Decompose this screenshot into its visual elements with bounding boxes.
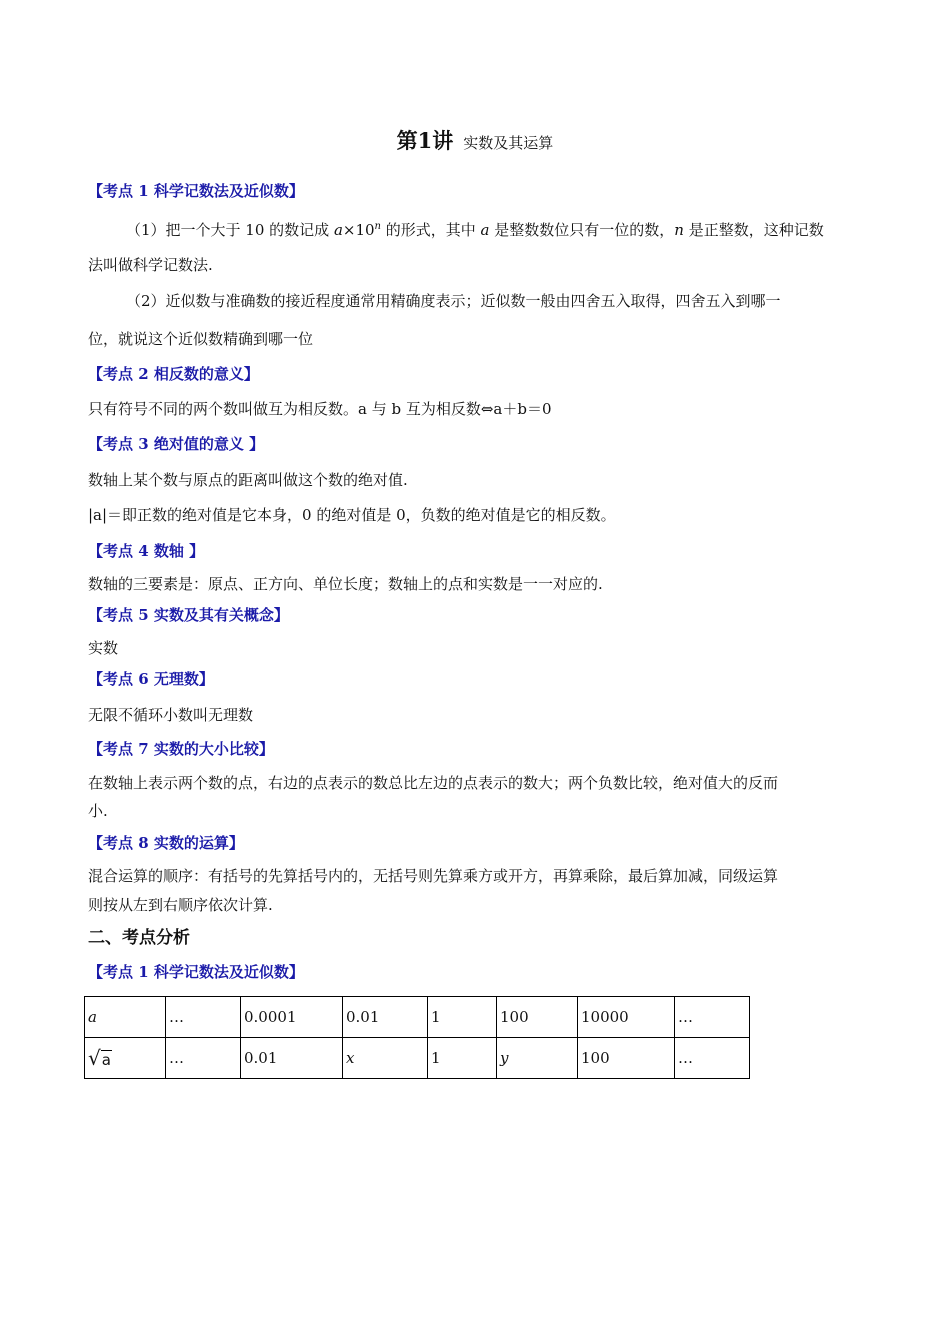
table-cell: 10000 — [578, 997, 675, 1038]
point1-para2-line1: （2）近似数与准确数的接近程度通常用精确度表示；近似数一般由四舍五入取得，四舍五入到哪一 — [126, 292, 781, 310]
point1-para2-line2: 位，就说这个近似数精确到哪一位 — [88, 330, 314, 348]
analysis-sub-heading: 【考点 1 科学记数法及近似数】 — [88, 963, 304, 981]
section-heading-8: 【考点 8 实数的运算】 — [88, 834, 244, 852]
value-table — [84, 996, 750, 1079]
table-cell: 1 — [428, 997, 497, 1038]
variable-n: n — [674, 221, 684, 239]
table-cell-sqrt — [85, 1038, 166, 1079]
exponent-n: n — [374, 221, 381, 232]
section-heading-3: 【考点 3 绝对值的意义 】 — [88, 435, 265, 453]
page-title — [0, 126, 950, 158]
section-heading-7: 【考点 7 实数的大小比较】 — [88, 740, 274, 758]
analysis-heading: 二、考点分析 — [88, 928, 190, 948]
lecture-number: 第1讲 — [396, 128, 454, 153]
section-4-text: 数轴的三要素是：原点、正方向、单位长度；数轴上的点和实数是一一对应的. — [88, 575, 603, 593]
table-cell: a — [85, 997, 166, 1038]
section-heading-6: 【考点 6 无理数】 — [88, 670, 214, 688]
table-cell: 0.01 — [343, 997, 428, 1038]
section-5-text: 实数 — [88, 639, 119, 657]
point1-para1-line1 — [126, 217, 866, 240]
lecture-topic: 实数及其运算 — [463, 134, 554, 152]
section-heading-5: 【考点 5 实数及其有关概念】 — [88, 606, 289, 624]
table-cell: … — [675, 997, 750, 1038]
section-7-text-1: 在数轴上表示两个数的点，右边的点表示的数总比左边的点表示的数大；两个负数比较，绝对值大的反而 — [88, 774, 779, 792]
text-segment: ×10 — [342, 221, 375, 239]
section-3-text-1: 数轴上某个数与原点的距离叫做这个数的绝对值. — [88, 471, 408, 489]
table-cell: 100 — [497, 997, 578, 1038]
section-heading-2: 【考点 2 相反数的意义】 — [88, 365, 259, 383]
table-cell: 0.01 — [241, 1038, 343, 1079]
text-segment: （1）把一个大于 10 的数记成 — [126, 221, 334, 239]
variable-a: a — [480, 221, 490, 239]
section-6-text: 无限不循环小数叫无理数 — [88, 706, 254, 724]
variable-a: a — [333, 221, 343, 239]
radicand: a — [101, 1051, 111, 1069]
section-8-text-2: 则按从左到右顺序依次计算. — [88, 896, 273, 914]
text-segment: 是正整数，这种记数 — [683, 221, 824, 239]
text-segment: 的形式，其中 — [381, 221, 481, 239]
section-3-text-2: |a|＝即正数的绝对值是它本身，0 的绝对值是 0，负数的绝对值是它的相反数。 — [88, 506, 616, 524]
table-cell: 100 — [578, 1038, 675, 1079]
square-root-icon: √a — [88, 1046, 111, 1070]
section-7-text-2: 小. — [88, 802, 108, 820]
table-cell: 1 — [428, 1038, 497, 1079]
table-row — [85, 997, 750, 1038]
section-heading-4: 【考点 4 数轴 】 — [88, 542, 205, 560]
table-row — [85, 1038, 750, 1079]
table-cell: 0.0001 — [241, 997, 343, 1038]
section-heading-1: 【考点 1 科学记数法及近似数】 — [88, 182, 304, 200]
table-cell: … — [166, 1038, 241, 1079]
table-cell: x — [343, 1038, 428, 1079]
point1-para1-line2: 法叫做科学记数法. — [88, 256, 213, 274]
table-cell: … — [675, 1038, 750, 1079]
table-cell: … — [166, 997, 241, 1038]
text-segment: 是整数数位只有一位的数， — [489, 221, 675, 239]
table-cell: y — [497, 1038, 578, 1079]
section-8-text-1: 混合运算的顺序：有括号的先算括号内的，无括号则先算乘方或开方，再算乘除，最后算加减，同级运算 — [88, 867, 779, 885]
section-2-text: 只有符号不同的两个数叫做互为相反数。a 与 b 互为相反数⇔a＋b＝0 — [88, 400, 552, 418]
